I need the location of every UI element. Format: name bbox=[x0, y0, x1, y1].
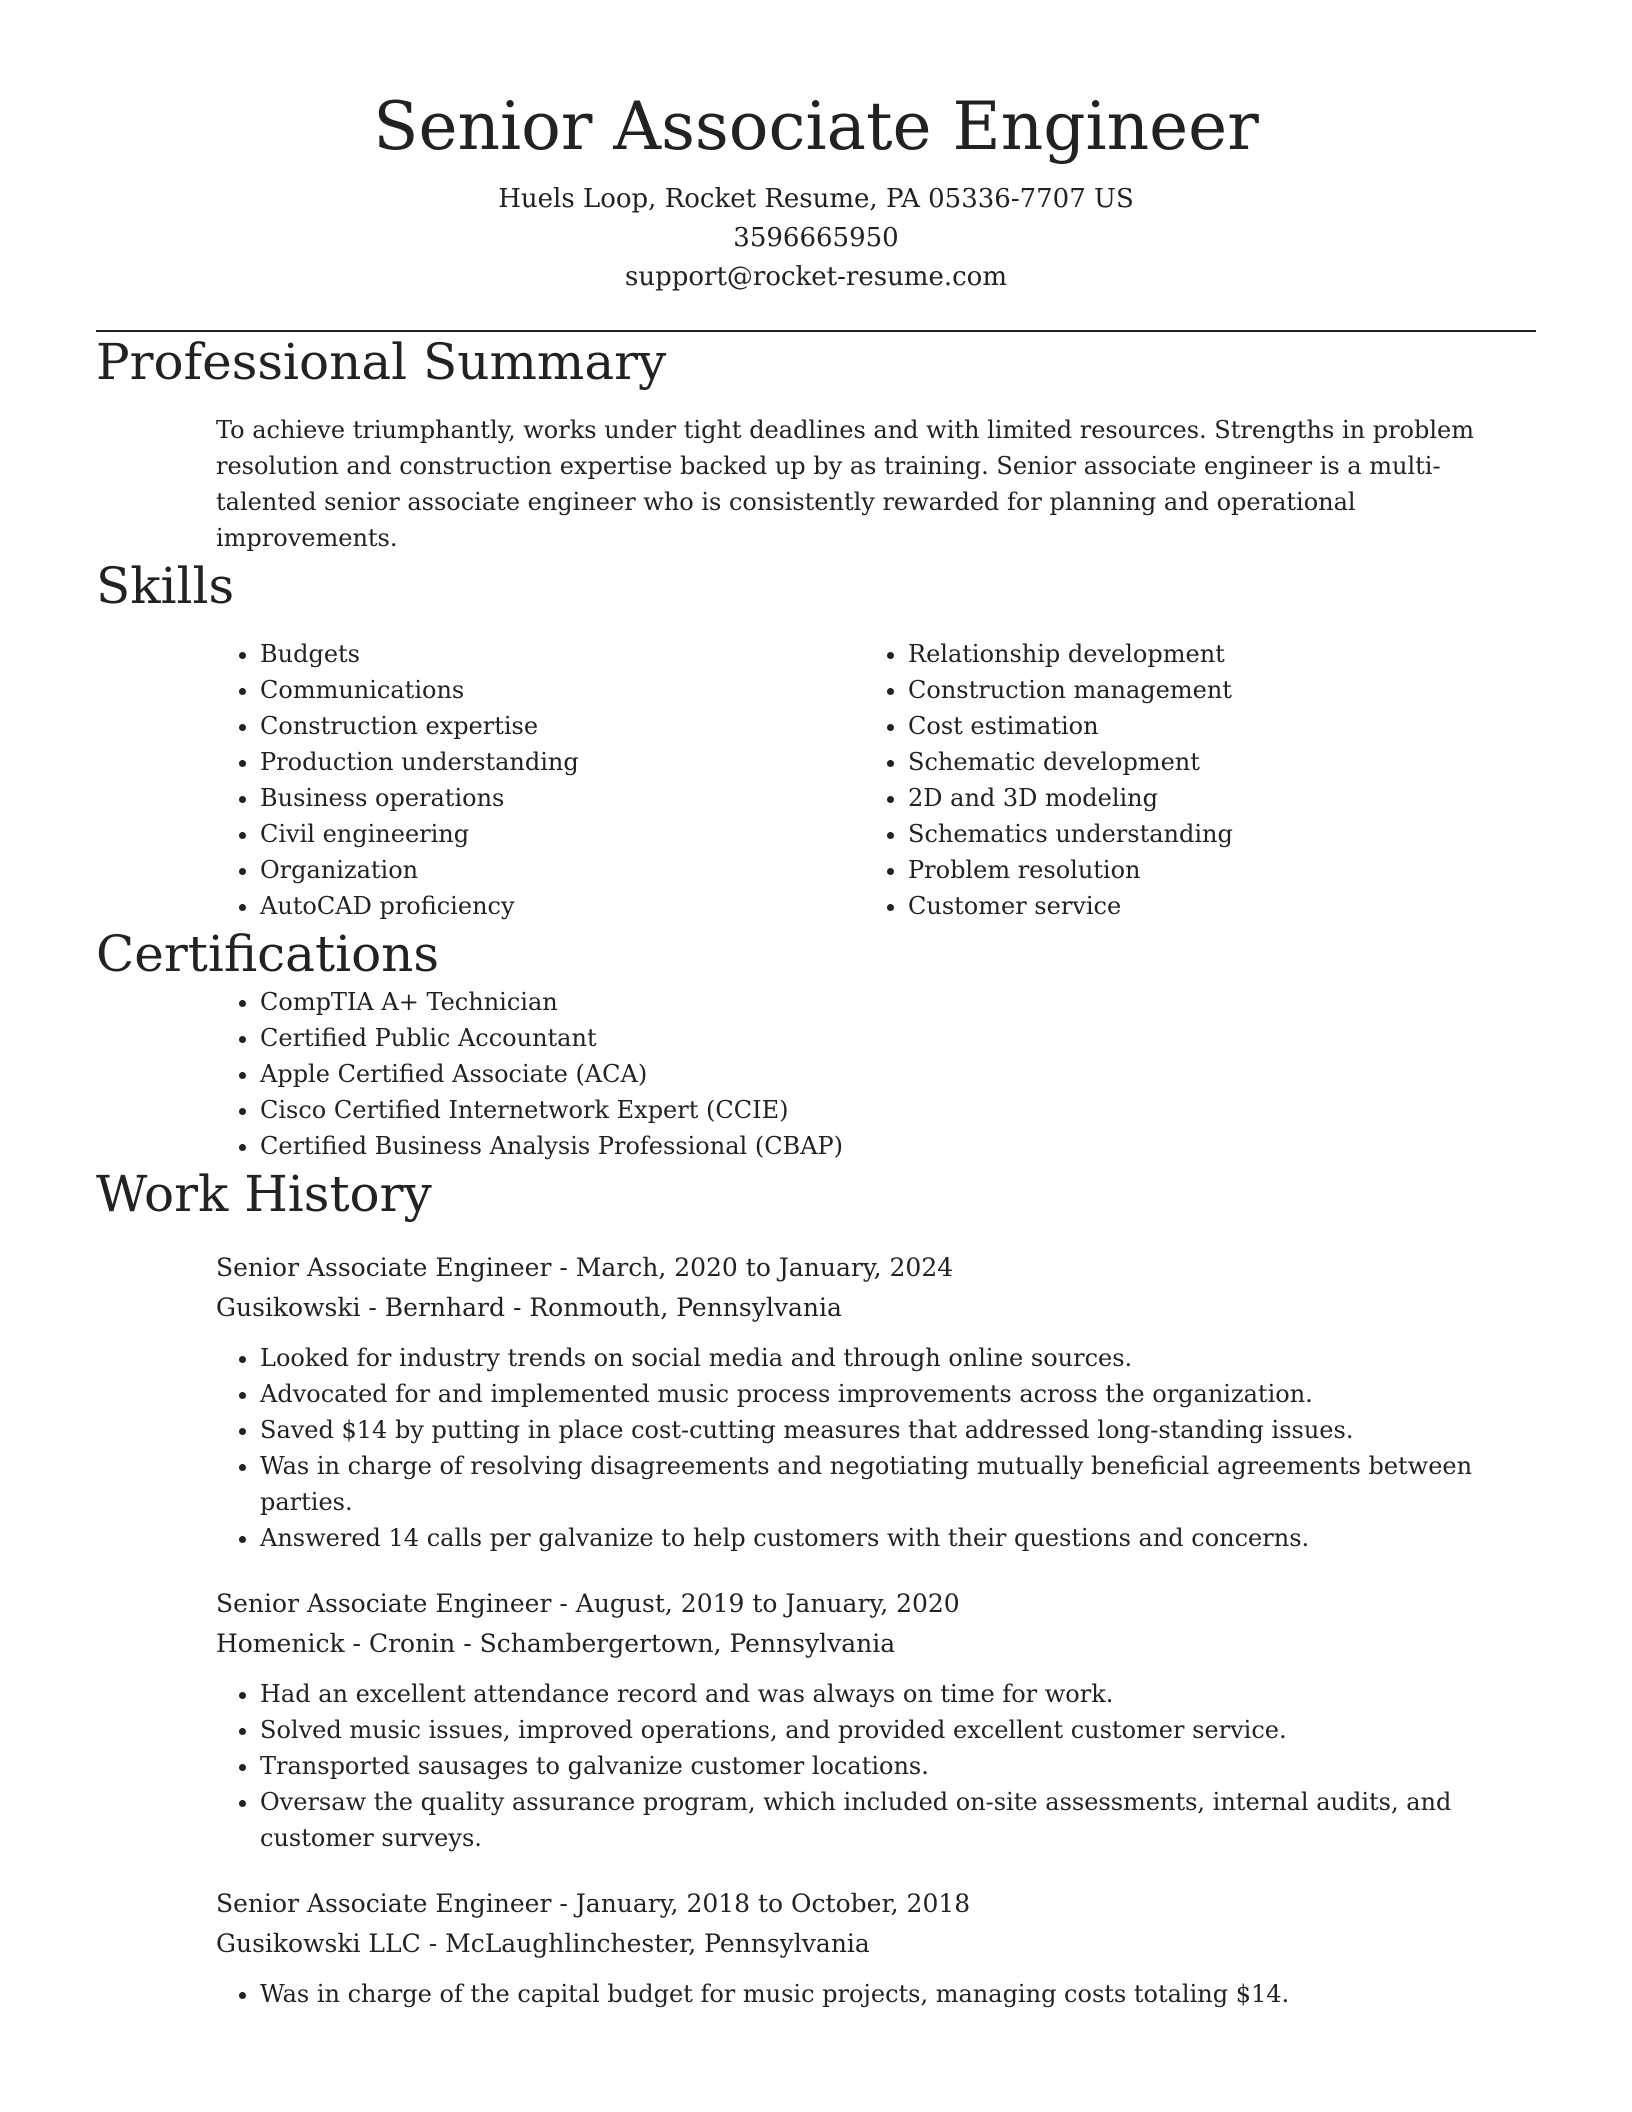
job-bullet: • Answered 14 calls per galvanize to help customers with their questions and concerns. bbox=[260, 1520, 1536, 1556]
resume-page bbox=[96, 0, 1536, 2012]
skill-item: • Budgets bbox=[260, 636, 746, 672]
job-entry bbox=[216, 1248, 1536, 1556]
job-bullet: • Looked for industry trends on social media and through online sources. bbox=[260, 1340, 1536, 1376]
job-bullet: • Advocated for and implemented music process improvements across the organization. bbox=[260, 1376, 1536, 1412]
skill-item: • Relationship development bbox=[908, 636, 1396, 672]
contact-phone: 3596665950 bbox=[733, 223, 899, 253]
job-dates: - March, 2020 to January, 2024 bbox=[551, 1253, 954, 1282]
contact-info bbox=[96, 180, 1536, 297]
skills-heading: Skills bbox=[96, 557, 235, 615]
job-location: - McLaughlinchester, Pennsylvania bbox=[420, 1929, 870, 1958]
skill-item: • 2D and 3D modeling bbox=[908, 780, 1396, 816]
certification-item: • Certified Business Analysis Professional (CBAP) bbox=[260, 1128, 1536, 1164]
skills-columns bbox=[96, 636, 1536, 924]
contact-email: support@rocket-resume.com bbox=[624, 262, 1007, 292]
skill-item: • Construction management bbox=[908, 672, 1396, 708]
skills-list-left bbox=[96, 636, 746, 924]
skill-item: • Civil engineering bbox=[260, 816, 746, 852]
skill-item: • Schematics understanding bbox=[908, 816, 1396, 852]
summary-heading: Professional Summary bbox=[96, 333, 667, 391]
job-bullet: • Was in charge of the capital budget for music projects, managing costs totaling $14. bbox=[260, 1976, 1536, 2012]
job-bullets bbox=[216, 1340, 1536, 1556]
job-title-line bbox=[216, 1584, 1536, 1624]
skill-item: • Organization bbox=[260, 852, 746, 888]
job-bullets bbox=[216, 1676, 1536, 1856]
job-location: - Ronmouth, Pennsylvania bbox=[505, 1293, 842, 1322]
certification-item: • CompTIA A+ Technician bbox=[260, 984, 1536, 1020]
skill-item: • Communications bbox=[260, 672, 746, 708]
job-dates: - January, 2018 to October, 2018 bbox=[551, 1889, 971, 1918]
job-entry bbox=[216, 1584, 1536, 1856]
skill-item: • Schematic development bbox=[908, 744, 1396, 780]
skill-item: • Production understanding bbox=[260, 744, 746, 780]
certifications-heading: Certifications bbox=[96, 925, 440, 983]
skill-item: • Business operations bbox=[260, 780, 746, 816]
work-history-heading: Work History bbox=[96, 1165, 432, 1223]
job-company-line bbox=[216, 1288, 1536, 1328]
job-bullets bbox=[216, 1976, 1536, 2012]
job-company: Gusikowski LLC bbox=[216, 1929, 421, 1958]
job-bullet: • Solved music issues, improved operations, and provided excellent customer service. bbox=[260, 1712, 1536, 1748]
job-bullet: • Saved $14 by putting in place cost-cutting measures that addressed long-standing issues. bbox=[260, 1412, 1536, 1448]
skill-item: • Construction expertise bbox=[260, 708, 746, 744]
job-bullet: • Oversaw the quality assurance program, which included on-site assessments, internal audits, and customer surveys. bbox=[260, 1784, 1536, 1856]
skill-item: • Problem resolution bbox=[908, 852, 1396, 888]
skill-item: • Cost estimation bbox=[908, 708, 1396, 744]
job-company: Homenick - Cronin bbox=[216, 1629, 456, 1658]
job-company-line bbox=[216, 1624, 1536, 1664]
job-company: Gusikowski - Bernhard bbox=[216, 1293, 505, 1322]
skill-item: • Customer service bbox=[908, 888, 1396, 924]
certification-item: • Certified Public Accountant bbox=[260, 1020, 1536, 1056]
job-company-line bbox=[216, 1924, 1536, 1964]
resume-name: Senior Associate Engineer bbox=[373, 88, 1259, 165]
certification-item: • Cisco Certified Internetwork Expert (CCIE) bbox=[260, 1092, 1536, 1128]
job-title-line bbox=[216, 1248, 1536, 1288]
skills-list-right bbox=[746, 636, 1396, 924]
job-title: Senior Associate Engineer bbox=[216, 1589, 552, 1618]
resume-header bbox=[96, 0, 1536, 297]
job-title: Senior Associate Engineer bbox=[216, 1253, 552, 1282]
skill-item: • AutoCAD proficiency bbox=[260, 888, 746, 924]
job-location: - Schambergertown, Pennsylvania bbox=[455, 1629, 896, 1658]
job-bullet: • Was in charge of resolving disagreements and negotiating mutually beneficial agreements between parties. bbox=[260, 1448, 1536, 1520]
certification-item: • Apple Certified Associate (ACA) bbox=[260, 1056, 1536, 1092]
job-title-line bbox=[216, 1884, 1536, 1924]
contact-address: Huels Loop, Rocket Resume, PA 05336-7707 US bbox=[498, 184, 1134, 214]
summary-text: To achieve triumphantly, works under tight deadlines and with limited resources. Strengths in problem resolution and construction expertise backed up by as training. Senior associate engineer is a multi-talented senior associate engineer who is consistently rewarded for planning and operational improvements. bbox=[216, 416, 1474, 552]
job-entry bbox=[216, 1884, 1536, 2012]
certifications-list bbox=[96, 984, 1536, 1164]
job-dates: - August, 2019 to January, 2020 bbox=[551, 1589, 960, 1618]
job-bullet: • Transported sausages to galvanize customer locations. bbox=[260, 1748, 1536, 1784]
job-title: Senior Associate Engineer bbox=[216, 1889, 552, 1918]
job-bullet: • Had an excellent attendance record and was always on time for work. bbox=[260, 1676, 1536, 1712]
